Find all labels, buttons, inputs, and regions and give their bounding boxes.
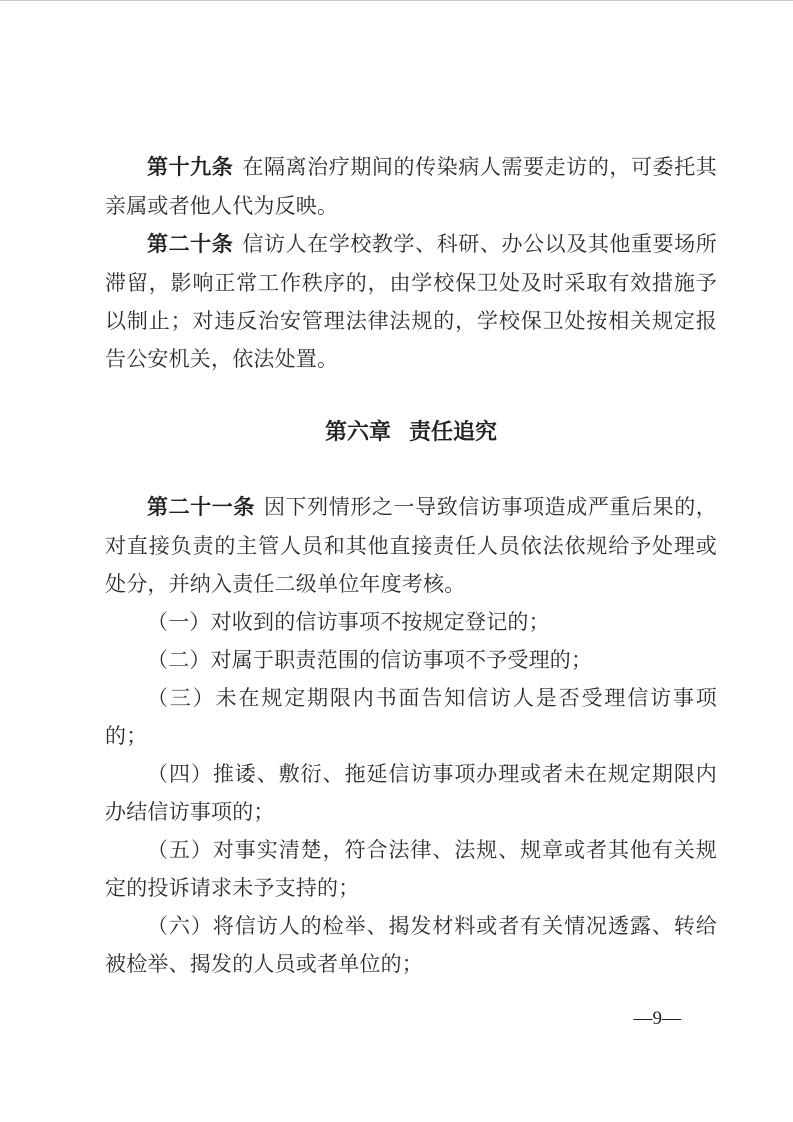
article-20-text: 信访人在学校教学、科研、办公以及其他重要场所滞留，影响正常工作秩序的，由学校保卫处及时采取有效措施予以制止；对违反治安管理法律法规的，学校保卫处按相关规定报告公安机关，依法处置。 bbox=[105, 232, 717, 371]
article-19-number: 第十九条 bbox=[147, 156, 234, 179]
article-21-paragraph bbox=[105, 488, 717, 603]
clause-item-3: （三）未在规定期限内书面告知信访人是否受理信访事项的； bbox=[105, 686, 717, 748]
clause-item-1: （一）对收到的信访事项不按规定登记的； bbox=[147, 610, 550, 634]
article-20-paragraph bbox=[105, 225, 717, 378]
clause-item-2: （二）对属于职责范围的信访事项不予受理的； bbox=[147, 648, 593, 672]
page-number: —9— bbox=[633, 1008, 681, 1029]
document-body bbox=[105, 148, 717, 983]
clause-item-5: （五）对事实清楚，符合法律、法规、规章或者其他有关规定的投诉请求未予支持的； bbox=[105, 838, 717, 900]
clause-item-4: （四）推诿、敷衍、拖延信访事项办理或者未在规定期限内办结信访事项的； bbox=[105, 762, 717, 824]
chapter-heading: 第六章 责任追究 bbox=[324, 419, 498, 444]
article-20-number: 第二十条 bbox=[147, 233, 234, 256]
article-21-text: 因下列情形之一导致信访事项造成严重后果的，对直接负责的主管人员和其他直接责任人员依法依规给予处理或处分，并纳入责任二级单位年度考核。 bbox=[105, 495, 718, 596]
article-19-paragraph bbox=[105, 148, 717, 225]
article-19-text: 在隔离治疗期间的传染病人需要走访的，可委托其亲属或者他人代为反映。 bbox=[105, 155, 717, 218]
article-21-number: 第二十一条 bbox=[147, 496, 255, 519]
clause-item-6: （六）将信访人的检举、揭发材料或者有关情况透露、转给被检举、揭发的人员或者单位的； bbox=[105, 914, 717, 976]
